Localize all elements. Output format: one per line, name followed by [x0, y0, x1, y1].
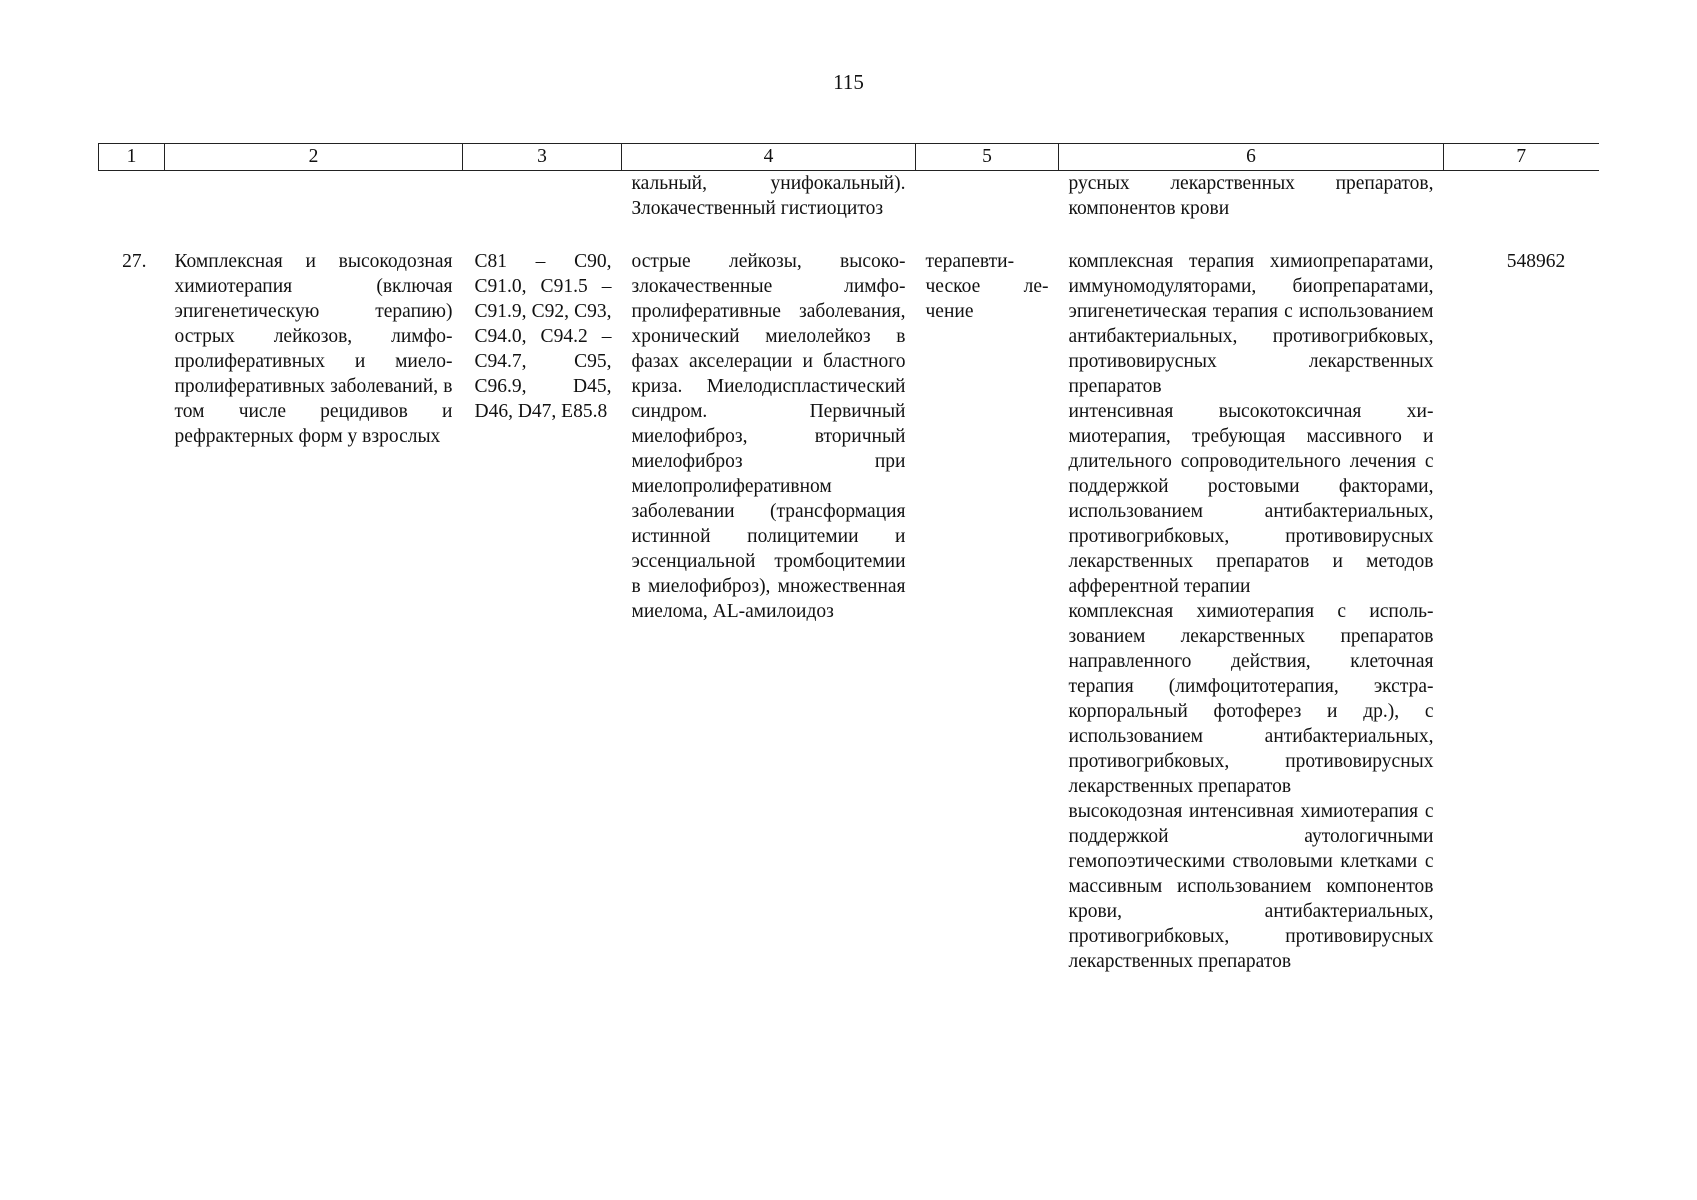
header-col-4: 4	[622, 144, 916, 171]
cell-empty	[1444, 171, 1599, 250]
cell-empty	[165, 171, 463, 250]
method-item: высокодозная интенсивная химиотерапия с поддержкой аутологичными гемопоэтическими стволовыми клетками с массивным использованием компонентов крови, антибактериальных, противогрибковых, противовирусных лекарственных препаратов	[1068, 801, 1434, 972]
cell-empty	[463, 171, 622, 250]
treatment-type: терапевтическое лечение	[925, 251, 1049, 322]
icd-codes: C81 – C90, C91.0, C91.5 – C91.9, C92, C93, C94.0, C94.2 – C94.7, C95, C96.9, D45, D46, D47, E85.8	[474, 251, 612, 422]
cost-value: 548962	[1506, 251, 1566, 272]
medical-care-table	[98, 143, 1599, 974]
page-number: 115	[833, 70, 864, 94]
method-item: интенсивная высокотоксичная химиотерапия, требующая массивного и длительного сопроводительного лечения с поддержкой ростовыми факторами, использованием антибактериальных, противогрибковых, противовирусных лекарственных препаратов и методов афферентной терапии	[1068, 401, 1434, 597]
table-row	[99, 249, 1599, 974]
header-col-6: 6	[1059, 144, 1444, 171]
continuation-model-cell: кальный, унифокальный). Злокачественный гистиоцитоз	[631, 173, 906, 219]
row-number: 27.	[122, 251, 147, 272]
cell-empty	[99, 171, 165, 250]
treatment-methods	[1059, 249, 1444, 974]
header-col-7: 7	[1444, 144, 1599, 171]
header-col-1: 1	[99, 144, 165, 171]
table-header-row	[99, 144, 1599, 171]
header-col-3: 3	[463, 144, 622, 171]
continuation-row	[99, 171, 1599, 250]
method-item: комплексная химиотерапия с использованием лекарственных препаратов направленного действия, клеточная терапия (лимфоцитотерапия, экстракорпоральный фотоферез и др.), с использованием антибактериальных, противогрибковых, противовирусных лекарственных препаратов	[1068, 601, 1434, 797]
header-col-5: 5	[916, 144, 1059, 171]
cell-empty	[916, 171, 1059, 250]
patient-model: острые лейкозы, высокозлокачественные лимфопролиферативные заболевания, хронический миелолейкоз в фазах акселерации и бластного криза. Миелодиспластический синдром. Первичный миелофиброз, вторичный миелофиброз при миелопролиферативном заболевании (трансформация истинной полицитемии и эссенциальной тромбоцитемии в миелофиброз), множественная миелома, AL-амилоидоз	[631, 251, 906, 622]
header-col-2: 2	[165, 144, 463, 171]
method-item: комплексная терапия химиопрепаратами, иммуномодуляторами, биопрепаратами, эпигенетическая терапия с использованием антибактериальных, противогрибковых, противовирусных лекарственных препаратов	[1068, 251, 1434, 397]
care-type-name: Комплексная и высокодозная химиотерапия (включая эпигенетическую терапию) острых лейкозов, лимфопролиферативных и миелопролиферативных заболеваний, в том числе рецидивов и рефрактерных форм у взрослых	[174, 251, 453, 447]
continuation-methods-cell: русных лекарственных препаратов, компонентов крови	[1068, 173, 1434, 219]
